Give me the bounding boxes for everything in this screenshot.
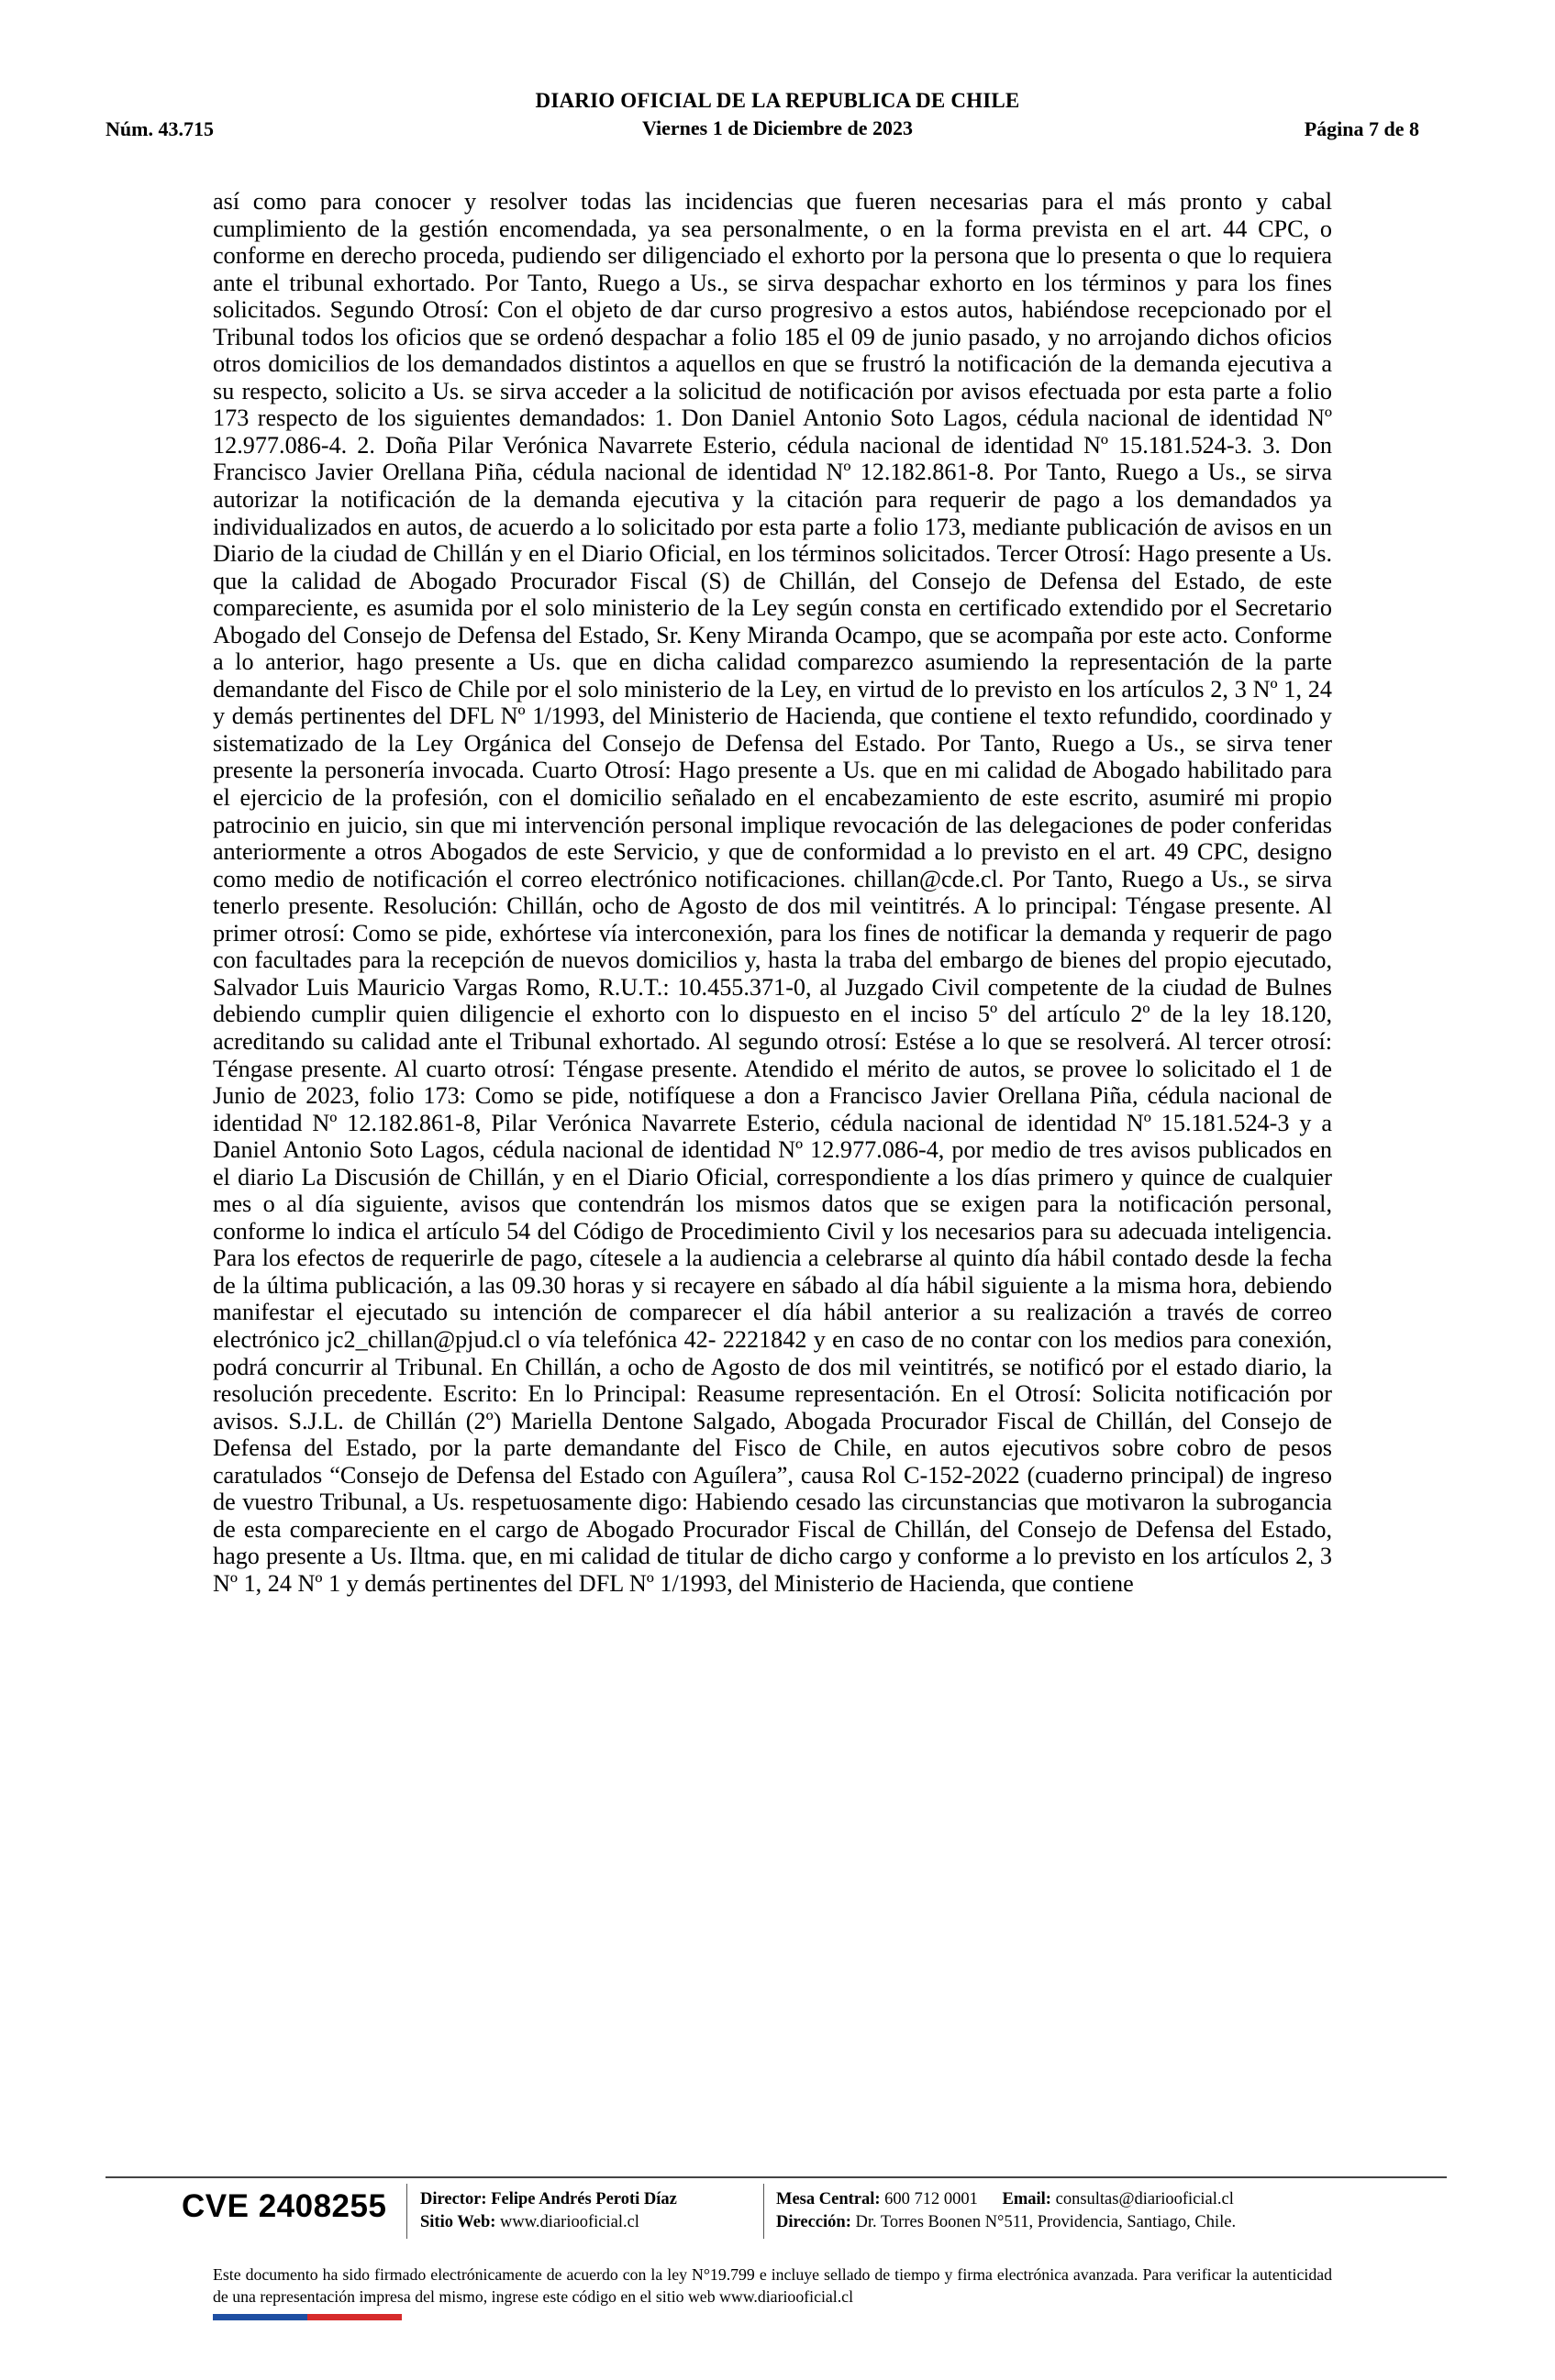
footer-separator	[406, 2184, 407, 2239]
flag-blue-segment	[213, 2314, 307, 2320]
footer-contact-block	[776, 2188, 1236, 2234]
body-paragraph: así como para conocer y resolver todas las incidencias que fueren necesarias para el más pronto y cabal cumplimiento de la gestión encomendada, ya sea personalmente, o en la forma prevista en el art. 44 CPC, o conforme en derecho proceda, pudiendo ser diligenciado el exhorto por la persona que lo presenta o que lo requiera ante el tribunal exhortado. Por Tanto, Ruego a Us., se sirva despachar exhorto en los términos y para los fines solicitados. Segundo Otrosí: Con el objeto de dar curso progresivo a estos autos, habiéndose recepcionado por el Tribunal todos los oficios que se ordenó despachar a folio 185 el 09 de junio pasado, y no arrojando dichos oficios otros domicilios de los demandados distintos a aquellos en que se frustró la notificación de la demanda ejecutiva a su respecto, solicito a Us. se sirva acceder a la solicitud de notificación por avisos efectuada por esta parte a folio 173 respecto de los siguientes demandados: 1. Don Daniel Antonio Soto Lagos, cédula nacional de identidad Nº 12.977.086-4. 2. Doña Pilar Verónica Navarrete Esterio, cédula nacional de identidad Nº 15.181.524-3. 3. Don Francisco Javier Orellana Piña, cédula nacional de identidad Nº 12.182.861-8. Por Tanto, Ruego a Us., se sirva autorizar la notificación de la demanda ejecutiva y la citación para requerir de pago a los demandados ya individualizados en autos, de acuerdo a lo solicitado por esta parte a folio 173, mediante publicación de avisos en un Diario de la ciudad de Chillán y en el Diario Oficial, en los términos solicitados. Tercer Otrosí: Hago presente a Us. que la calidad de Abogado Procurador Fiscal (S) de Chillán, del Consejo de Defensa del Estado, de este compareciente, es asumida por el solo ministerio de la Ley según consta en certificado extendido por el Secretario Abogado del Consejo de Defensa del Estado, Sr. Keny Miranda Ocampo, que se acompaña por este acto. Conforme a lo anterior, hago presente a Us. que en dicha calidad comparezco asumiendo la representación de la parte demandante del Fisco de Chile por el solo ministerio de la Ley, en virtud de lo previsto en los artículos 2, 3 Nº 1, 24 y demás pertinentes del DFL Nº 1/1993, del Ministerio de Hacienda, que contiene el texto refundido, coordinado y sistematizado de la Ley Orgánica del Consejo de Defensa del Estado. Por Tanto, Ruego a Us., se sirva tener presente la personería invocada. Cuarto Otrosí: Hago presente a Us. que en mi calidad de Abogado habilitado para el ejercicio de la profesión, con el domicilio señalado en el encabezamiento de este escrito, asumiré mi propio patrocinio en juicio, sin que mi intervención personal implique revocación de las delegaciones de poder conferidas anteriormente a otros Abogados de este Servicio, y que de conformidad a lo previsto en el art. 49 CPC, designo como medio de notificación el correo electrónico notificaciones. chillan@cde.cl. Por Tanto, Ruego a Us., se sirva tenerlo presente. Resolución: Chillán, ocho de Agosto de dos mil veintitrés. A lo principal: Téngase presente. Al primer otrosí: Como se pide, exhórtese vía interconexión, para los fines de notificar la demanda y requerir de pago con facultades para la recepción de nuevos domicilios y, hasta la traba del embargo de bienes del propio ejecutado, Salvador Luis Mauricio Vargas Romo, R.U.T.: 10.455.371-0, al Juzgado Civil competente de la ciudad de Bulnes debiendo cumplir quien diligencie el exhorto con lo dispuesto en el inciso 5º del artículo 2º de la ley 18.120, acreditando su calidad ante el Tribunal exhortado. Al segundo otrosí: Estése a lo que se resolverá. Al tercer otrosí: Téngase presente. Al cuarto otrosí: Téngase presente. Atendido el mérito de autos, se provee lo solicitado el 1 de Junio de 2023, folio 173: Como se pide, notifíquese a don a Francisco Javier Orellana Piña, cédula nacional de identidad Nº 12.182.861-8, Pilar Verónica Navarrete Esterio, cédula nacional de identidad Nº 15.181.524-3 y a Daniel Antonio Soto Lagos, cédula nacional de identidad Nº 12.977.086-4, por medio de tres avisos publicados en el diario La Discusión de Chillán, y en el Diario Oficial, correspondiente a los días primero y quince de cualquier mes o al día siguiente, avisos que contendrán los mismos datos que se exigen para la notificación personal, conforme lo indica el artículo 54 del Código de Procedimiento Civil y los necesarios para su adecuada inteligencia. Para los efectos de requerirle de pago, cítesele a la audiencia a celebrarse al quinto día hábil contado desde la fecha de la última publicación, a las 09.30 horas y si recayere en sábado al día hábil siguiente a la misma hora, debiendo manifestar el ejecutado su intención de comparecer el día hábil anterior a su realización a través de correo electrónico jc2_chillan@pjud.cl o vía telefónica 42- 2221842 y en caso de no contar con los medios para conexión, podrá concurrir al Tribunal. En Chillán, a ocho de Agosto de dos mil veintitrés, se notificó por el estado diario, la resolución precedente. Escrito: En lo Principal: Reasume representación. En el Otrosí: Solicita notificación por avisos. S.J.L. de Chillán (2º) Mariella Dentone Salgado, Abogada Procurador Fiscal de Chillán, del Consejo de Defensa del Estado, por la parte demandante del Fisco de Chile, en autos ejecutivos sobre cobro de pesos caratulados “Consejo de Defensa del Estado con Aguílera”, causa Rol C-152-2022 (cuaderno principal) de ingreso de vuestro Tribunal, a Us. respetuosamente digo: Habiendo cesado las circunstancias que motivaron la subrogancia de esta compareciente en el cargo de Abogado Procurador Fiscal de Chillán, del Consejo de Defensa del Estado, hago presente a Us. Iltma. que, en mi calidad de titular de dicho cargo y conforme a lo previsto en los artículos 2, 3 Nº 1, 24 Nº 1 y demás pertinentes del DFL Nº 1/1993, del Ministerio de Hacienda, que contiene	[213, 188, 1332, 1597]
address-label: Dirección:	[776, 2213, 851, 2231]
signature-notice: Este documento ha sido firmado electrónicamente de acuerdo con la ley N°19.799 e incluye sellado de tiempo y firma electrónica avanzada. Para verificar la autenticidad de una representación impresa del mismo, ingrese este código en el sitio web www.diariooficial.cl	[213, 2265, 1332, 2306]
newspaper-title: DIARIO OFICIAL DE LA REPUBLICA DE CHILE	[535, 89, 1020, 112]
chile-flag-bar	[213, 2314, 402, 2320]
flag-red-segment	[307, 2314, 402, 2320]
address-value: Dr. Torres Boonen N°511, Providencia, Santiago, Chile.	[855, 2213, 1237, 2231]
footer-director-block	[420, 2188, 677, 2234]
issue-number: Núm. 43.715	[106, 117, 214, 140]
address-line	[776, 2211, 1236, 2234]
director-name: Felipe Andrés Peroti Díaz	[491, 2190, 677, 2208]
director-line	[420, 2188, 677, 2211]
footer-separator	[763, 2184, 764, 2239]
issue-date: Viernes 1 de Diciembre de 2023	[641, 116, 914, 139]
footer-divider	[106, 2176, 1447, 2178]
director-label: Director:	[420, 2190, 487, 2208]
website-link[interactable]: www.diariooficial.cl	[500, 2213, 639, 2231]
phone-number: 600 712 0001	[884, 2190, 978, 2208]
email-link[interactable]: consultas@diariooficial.cl	[1055, 2190, 1234, 2208]
website-line	[420, 2211, 677, 2234]
email-label: Email:	[1002, 2190, 1051, 2208]
website-label: Sitio Web:	[420, 2213, 496, 2231]
page-indicator: Página 7 de 8	[1304, 117, 1419, 140]
phone-label: Mesa Central:	[776, 2190, 881, 2208]
contact-line	[776, 2188, 1236, 2211]
cve-code: CVE 2408255	[182, 2188, 387, 2224]
